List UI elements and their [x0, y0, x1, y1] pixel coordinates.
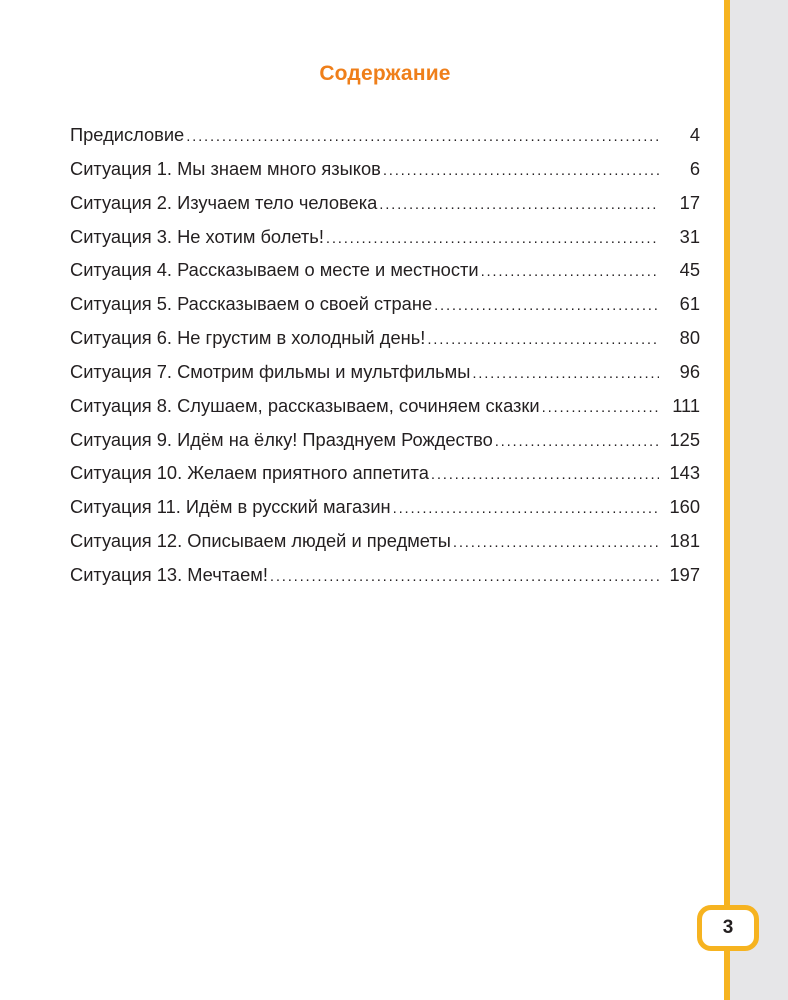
toc-entry-page: 4: [689, 124, 700, 145]
dot-leader: [383, 154, 659, 188]
dot-leader: [434, 289, 659, 323]
dot-leader: [431, 458, 659, 492]
dot-leader: [379, 188, 659, 222]
toc-entry-page: 80: [679, 327, 700, 349]
toc-entry[interactable]: [70, 389, 700, 423]
toc-entry-label: Ситуация 8. Слушаем, рассказываем, сочиняем сказки: [70, 394, 540, 416]
page-number: 3: [722, 917, 734, 938]
toc-entry-label: Предисловие: [70, 124, 185, 145]
table-of-contents: [70, 118, 700, 592]
dot-leader: [427, 323, 659, 357]
toc-entry-label: Ситуация 13. Мечтаем!: [70, 563, 268, 585]
toc-entry-label: Ситуация 1. Мы знаем много языков: [70, 157, 381, 179]
dot-leader: [542, 391, 659, 425]
dot-leader: [495, 425, 659, 459]
toc-entry[interactable]: [70, 524, 700, 558]
toc-entry-label: Ситуация 9. Идём на ёлку! Празднуем Рождество: [70, 428, 493, 450]
toc-entry[interactable]: [70, 220, 700, 254]
toc-entry-page: 143: [669, 462, 700, 484]
toc-entry-page: 61: [679, 293, 700, 315]
toc-entry-label: Ситуация 5. Рассказываем о своей стране: [70, 293, 433, 315]
toc-entry-page: 125: [669, 428, 700, 450]
page-title: Содержание: [319, 62, 451, 85]
toc-entry-label: Ситуация 4. Рассказываем о месте и местности: [70, 259, 479, 281]
dot-leader: [186, 120, 659, 154]
toc-entry-label: Ситуация 3. Не хотим болеть!: [70, 225, 324, 247]
toc-entry-page: 6: [689, 157, 700, 179]
dot-leader: [453, 526, 659, 560]
toc-entry-page: 45: [679, 259, 700, 281]
toc-entry-label: Ситуация 2. Изучаем тело человека: [70, 191, 378, 213]
dot-leader: [481, 255, 659, 289]
dot-leader: [326, 222, 659, 256]
toc-entry[interactable]: [70, 118, 700, 152]
toc-entry-label: Ситуация 10. Желаем приятного аппетита: [70, 462, 429, 484]
dot-leader: [270, 560, 659, 594]
toc-entry[interactable]: [70, 152, 700, 186]
toc-entry[interactable]: [70, 490, 700, 524]
toc-entry[interactable]: [70, 186, 700, 220]
toc-entry[interactable]: [70, 423, 700, 457]
dot-leader: [393, 492, 659, 526]
dot-leader: [472, 357, 659, 391]
toc-entry[interactable]: [70, 321, 700, 355]
toc-entry-page: 17: [679, 191, 700, 213]
toc-entry-page: 31: [679, 225, 700, 247]
toc-entry[interactable]: [70, 253, 700, 287]
toc-entry-label: Ситуация 7. Смотрим фильмы и мультфильмы: [70, 360, 471, 382]
toc-entry[interactable]: [70, 287, 700, 321]
toc-entry[interactable]: [70, 558, 700, 592]
toc-entry-page: 111: [672, 394, 700, 416]
page-number-badge: [697, 905, 759, 951]
toc-entry[interactable]: [70, 355, 700, 389]
toc-entry-page: 96: [679, 360, 700, 382]
toc-entry-label: Ситуация 11. Идём в русский магазин: [70, 496, 391, 518]
toc-entry-page: 181: [669, 530, 700, 552]
toc-entry-label: Ситуация 6. Не грустим в холодный день!: [70, 327, 426, 349]
toc-entry-page: 197: [669, 563, 700, 585]
toc-entry-page: 160: [669, 496, 700, 518]
accent-rule: [724, 0, 730, 1000]
page-margin-band: [729, 0, 788, 1000]
toc-entry-label: Ситуация 12. Описываем людей и предметы: [70, 530, 451, 552]
toc-entry[interactable]: [70, 456, 700, 490]
